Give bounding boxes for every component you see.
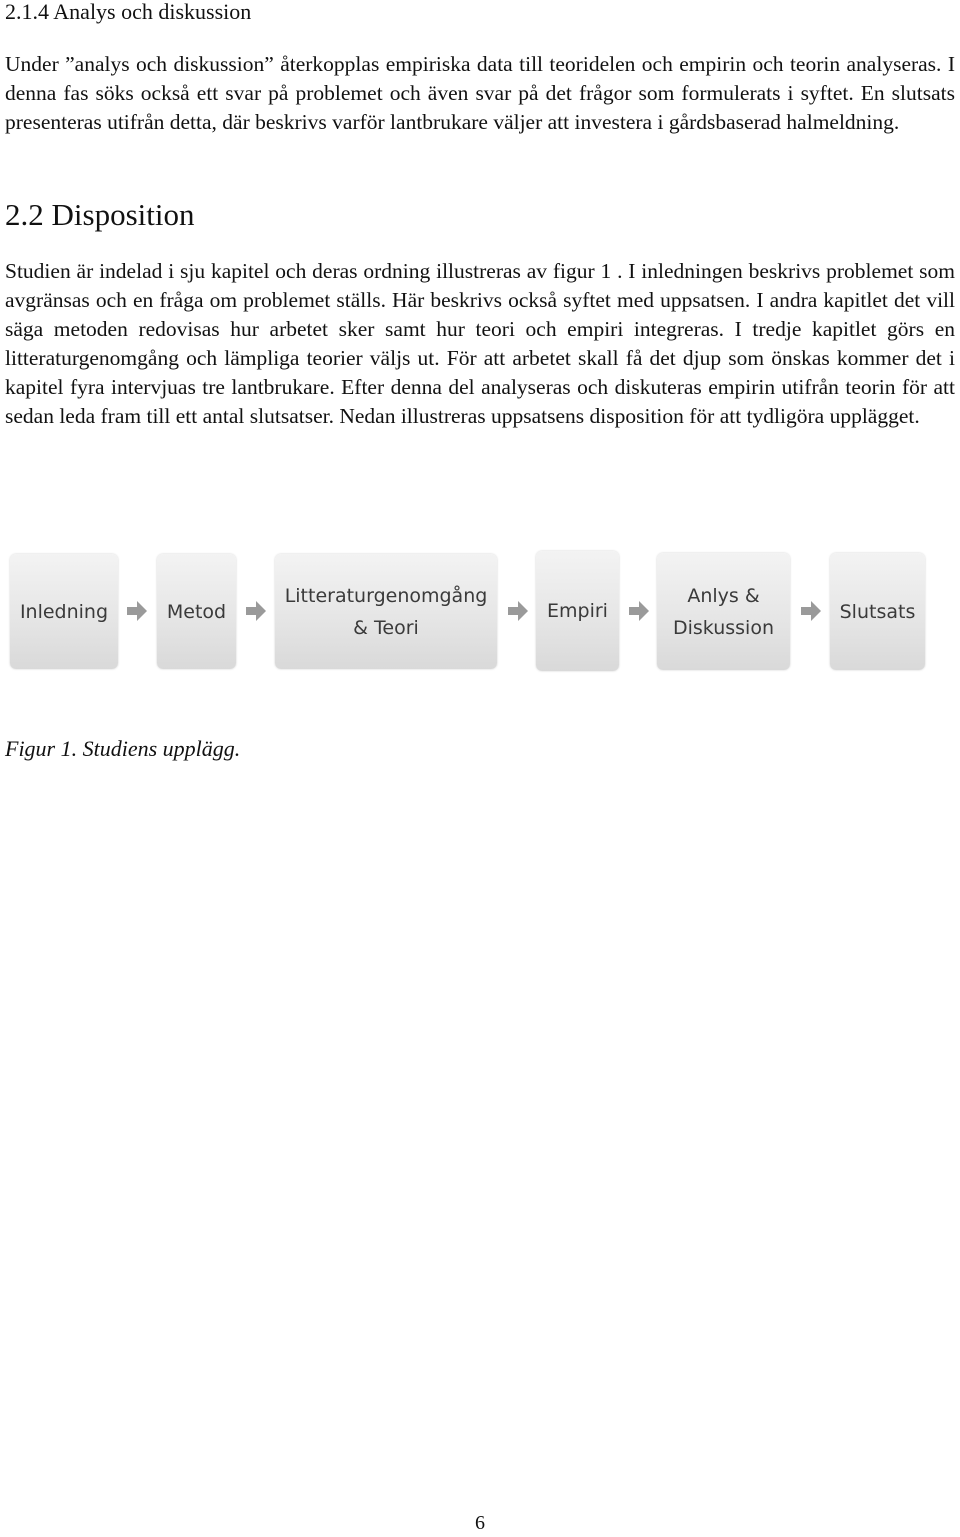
paragraph-disposition: Studien är indelad i sju kapitel och deras ordning illustreras av figur 1 . I inledningen beskrivs problemet som avgränsas och en fråga om problemet ställs. Här beskrivs också syftet med uppsatsen. I andra kapitlet det vill säga metoden redovisas hur arbetet sker samt hur teori och empiri integreras. I tredje kapitlet görs en litteraturgenomgång och lämpliga teorier väljs ut. För att arbetet skall få det djup som önskas kommer det i kapitel fyra intervjuas tre lantbrukare. Efter denna del analyseras och diskuteras empirin utifrån teorin för att sedan leda fram till ett antal slutsatser. Nedan illustreras uppsatsens disposition för att tydligöra upplägget. bbox=[5, 259, 955, 428]
section-heading-disposition: 2.2 Disposition bbox=[5, 197, 195, 232]
paragraph-analys: Under ”analys och diskussion” återkopplas empiriska data till teoridelen och empirin och teorin analyseras. I denna fas söks också ett svar på problemet och även svar på det frågor som formulerats i syftet. En slutsats presenteras utifrån detta, där beskrivs varför lantbrukare väljer att investera i gårdsbaserad halmeldning. bbox=[5, 52, 955, 134]
figure-caption: Figur 1. Studiens upplägg. bbox=[5, 736, 241, 761]
right-arrow-icon bbox=[507, 600, 529, 622]
right-arrow-icon bbox=[245, 600, 267, 622]
flow-step-empiri bbox=[536, 551, 619, 671]
flow-step-analys bbox=[657, 553, 790, 670]
right-arrow-icon bbox=[126, 600, 148, 622]
flow-step-label: Metod bbox=[166, 600, 227, 623]
section-heading-analys: 2.1.4 Analys och diskussion bbox=[5, 0, 252, 24]
flow-step-metod bbox=[157, 554, 236, 669]
right-arrow-icon bbox=[628, 600, 650, 622]
flow-step-label: Litteraturgenomgång & Teori bbox=[284, 584, 488, 639]
flow-step-slutsats bbox=[830, 553, 925, 670]
flow-step-label: Slutsats bbox=[839, 600, 916, 623]
flow-step-litteratur bbox=[275, 554, 497, 669]
page-number: 6 bbox=[475, 1512, 485, 1534]
right-arrow-icon bbox=[800, 600, 822, 622]
flow-step-inledning bbox=[10, 554, 118, 669]
flow-step-label: Empiri bbox=[547, 600, 608, 622]
flow-step-label: Inledning bbox=[19, 600, 109, 623]
flow-step-label: Anlys & Diskussion bbox=[672, 584, 774, 639]
